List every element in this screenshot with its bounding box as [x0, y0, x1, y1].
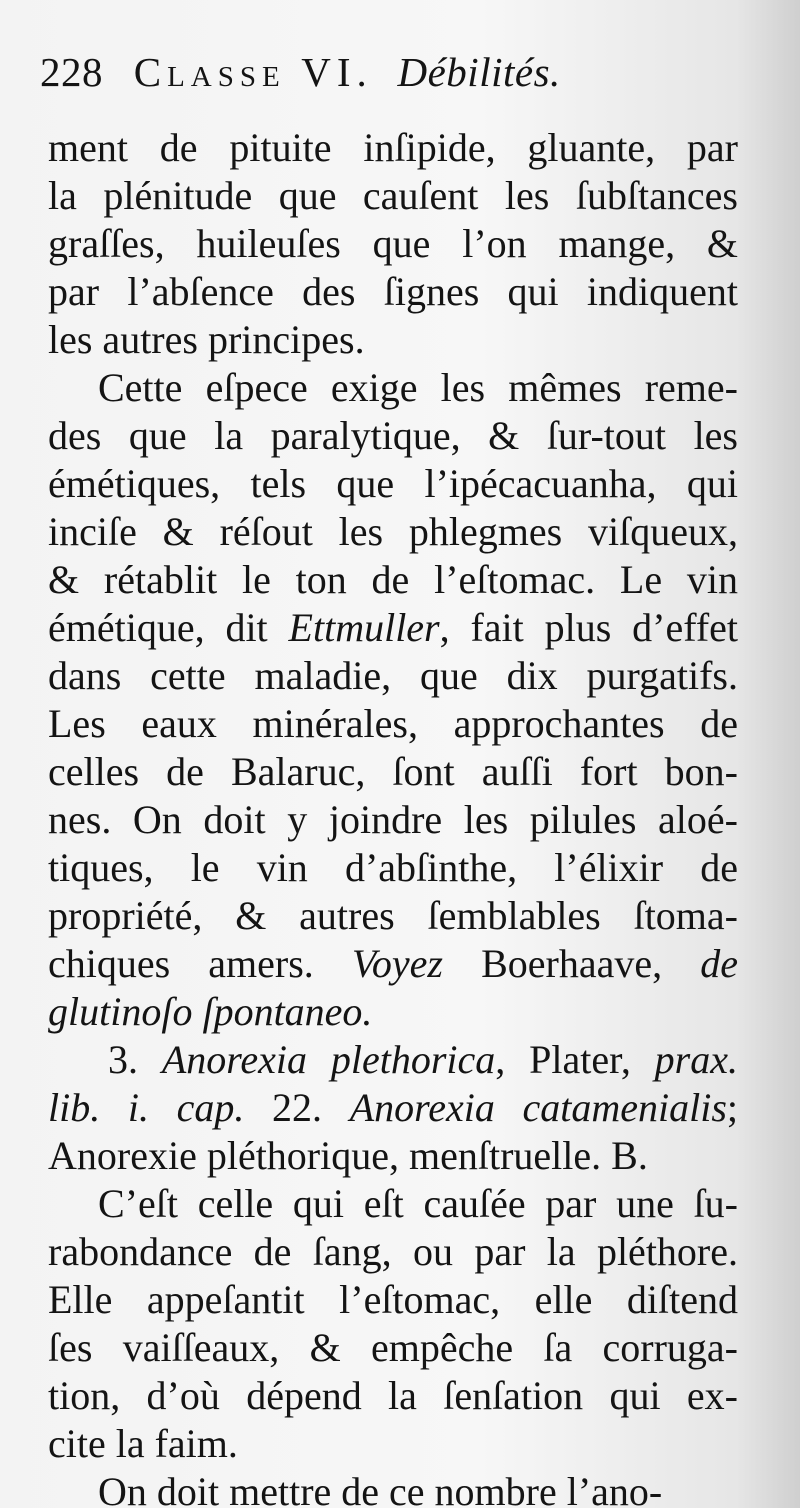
page-number: 228: [40, 49, 103, 95]
text-line: [48, 1036, 738, 1084]
text-line: [48, 1468, 738, 1508]
text-span: 3.: [108, 1037, 162, 1082]
text-span: propriété, & autres ſemblables ſtoma-: [48, 893, 738, 938]
text-line: [48, 988, 738, 1036]
text-line: [48, 1132, 738, 1180]
italic-span: glutinoſo ſpontaneo.: [48, 989, 373, 1034]
text-span: tiques, le vin d’abſinthe, l’élixir de: [48, 845, 738, 890]
text-line: [48, 1180, 738, 1228]
italic-span: Voyez: [351, 941, 443, 986]
italic-span: Anorexia catamenialis: [349, 1085, 727, 1130]
text-span: rabondance de ſang, ou par la pléthore.: [48, 1229, 738, 1274]
text-span: inciſe & réſout les phlegmes viſqueux,: [48, 509, 738, 554]
text-line: [48, 1228, 738, 1276]
text-line: [48, 556, 738, 604]
text-span: tion, d’où dépend la ſenſation qui ex-: [48, 1373, 738, 1418]
body-text: [48, 124, 738, 1508]
text-span: Anorexie pléthorique, menſtruelle. B.: [48, 1133, 648, 1178]
italic-span: lib. i. cap.: [48, 1085, 245, 1130]
text-line: [48, 604, 738, 652]
text-span: celles de Balaruc, ſont auſſi fort bon-: [48, 749, 738, 794]
text-span: , Plater,: [495, 1037, 655, 1082]
running-head: [40, 48, 561, 96]
text-line: [48, 220, 738, 268]
text-line: [48, 316, 738, 364]
running-title: Débilités.: [397, 49, 561, 95]
text-span: chiques amers.: [48, 941, 352, 986]
text-line: [48, 124, 738, 172]
text-line: [48, 844, 738, 892]
text-span: C’eſt celle qui eſt cauſée par une ſu-: [98, 1181, 738, 1226]
text-line: [48, 364, 738, 412]
text-line: [48, 268, 738, 316]
text-span: par l’abſence des ſignes qui indiquent: [48, 269, 738, 314]
text-span: Les eaux minérales, approchantes de: [48, 701, 738, 746]
text-span: ;: [726, 1085, 739, 1130]
text-span: ment de pituite inſipide, gluante, par: [48, 125, 738, 170]
text-line: [48, 1372, 738, 1420]
italic-span: de: [700, 941, 738, 986]
text-line: [48, 412, 738, 460]
text-line: [48, 172, 738, 220]
text-line: [48, 748, 738, 796]
text-span: On doit mettre de ce nombre l’ano-: [98, 1469, 663, 1508]
text-line: [48, 796, 738, 844]
text-span: des que la paralytique, & ſur-tout les: [48, 413, 738, 458]
text-span: émétique, dit: [48, 605, 289, 650]
text-line: [48, 460, 738, 508]
text-span: les autres principes.: [48, 317, 365, 362]
text-span: , fait plus d’effet: [439, 605, 739, 650]
text-span: émétiques, tels que l’ipécacuanha, qui: [48, 461, 738, 506]
text-span: graſſes, huileuſes que l’on mange, &: [48, 221, 738, 266]
italic-span: Anorexia plethorica: [161, 1037, 496, 1082]
text-line: [48, 892, 738, 940]
text-span: Cette eſpece exige les mêmes reme-: [98, 365, 738, 410]
text-line: [48, 1084, 738, 1132]
text-line: [48, 700, 738, 748]
italic-span: prax.: [654, 1037, 738, 1082]
text-span: Elle appeſantit l’eſtomac, elle diſtend: [48, 1277, 738, 1322]
section-label: Classe VI.: [133, 49, 373, 95]
text-span: 22.: [244, 1085, 350, 1130]
text-line: [48, 1276, 738, 1324]
text-span: la plénitude que cauſent les ſubſtances: [48, 173, 738, 218]
text-span: Boerhaave,: [443, 941, 701, 986]
text-span: ſes vaiſſeaux, & empêche ſa corruga-: [48, 1325, 738, 1370]
text-span: dans cette maladie, que dix purgatifs.: [48, 653, 738, 698]
text-span: nes. On doit y joindre les pilules aloé-: [48, 797, 738, 842]
italic-span: Ettmuller: [288, 605, 440, 650]
text-line: [48, 508, 738, 556]
text-line: [48, 940, 738, 988]
text-line: [48, 1324, 738, 1372]
text-span: cite la faim.: [48, 1421, 238, 1466]
text-line: [48, 652, 738, 700]
text-line: [48, 1420, 738, 1468]
text-span: & rétablit le ton de l’eſtomac. Le vin: [48, 557, 738, 602]
